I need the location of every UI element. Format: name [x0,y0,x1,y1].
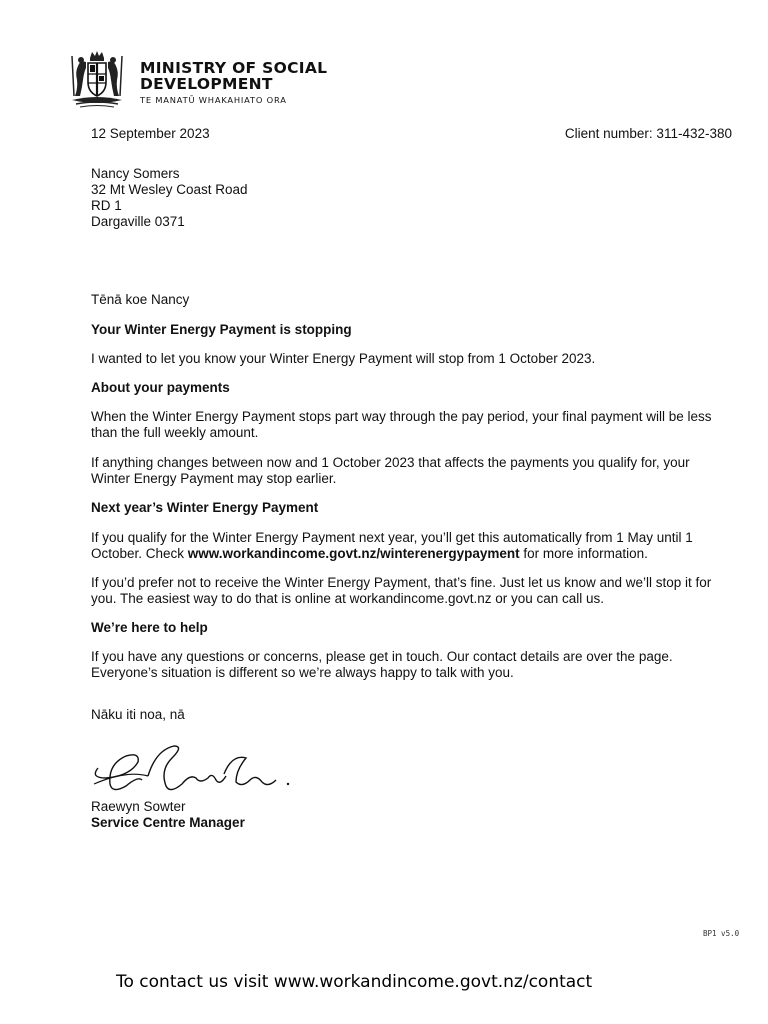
heading-about-payments: About your payments [91,380,230,395]
org-maori-name: TE MANATŪ WHAKAHIATO ORA [140,95,287,105]
org-name-line-2: DEVELOPMENT [140,75,273,93]
heading-help: We’re here to help [91,620,208,635]
ministry-name-block [140,60,327,105]
paragraph-next-2: If you’d prefer not to receive the Winter Energy Payment, that’s fine. Just let us know and we’ll stop it for you. The easiest way to do that is online at workandincome.govt.nz or you can call us. [91,575,712,606]
heading-main: Your Winter Energy Payment is stopping [91,322,352,337]
address-line: RD 1 [91,198,122,213]
paragraph-next-1-tail: for more information. [519,546,648,561]
client-number: Client number: 311-432-380 [564,126,732,141]
nz-coat-of-arms-icon [66,50,128,110]
form-code: BP1 v5.0 [703,929,740,938]
greeting: Tēnā koe Nancy [91,292,190,307]
signer-block [91,799,245,831]
letter-date: 12 September 2023 [91,126,210,141]
signer-title: Service Centre Manager [91,815,245,830]
paragraph-next-1 [91,530,716,562]
contact-footer: To contact us visit www.workandincome.govt.nz/contact [116,972,593,992]
org-name-line-1: MINISTRY OF SOCIAL [140,59,328,77]
signoff: Nāku iti noa, nā [91,707,185,722]
paragraph-about-2: If anything changes between now and 1 October 2023 that affects the payments you qualify for, your Winter Energy Payment may stop earlier. [91,455,690,486]
address-line: Dargaville 0371 [91,214,185,229]
paragraph-intro: I wanted to let you know your Winter Energy Payment will stop from 1 October 2023. [91,351,596,366]
winter-energy-link[interactable]: www.workandincome.govt.nz/winterenergypayment [187,546,520,561]
address-line: 32 Mt Wesley Coast Road [91,182,248,197]
letter-body [91,292,716,723]
paragraph-help: If you have any questions or concerns, please get in touch. Our contact details are over the page. Everyone’s situation is different so we’re always happy to talk with you. [91,649,673,680]
recipient-address [91,166,248,230]
signer-name: Raewyn Sowter [91,799,186,814]
address-line: Nancy Somers [91,166,180,181]
handwritten-signature [86,740,306,802]
paragraph-about-1: When the Winter Energy Payment stops part way through the pay period, your final payment will be less than the full weekly amount. [91,409,712,440]
paragraph-next-1-text: If you qualify for the Winter Energy Payment next year, you’ll get this automatically from 1 May until 1 October. Check [91,530,693,561]
heading-next-year: Next year’s Winter Energy Payment [91,500,319,515]
